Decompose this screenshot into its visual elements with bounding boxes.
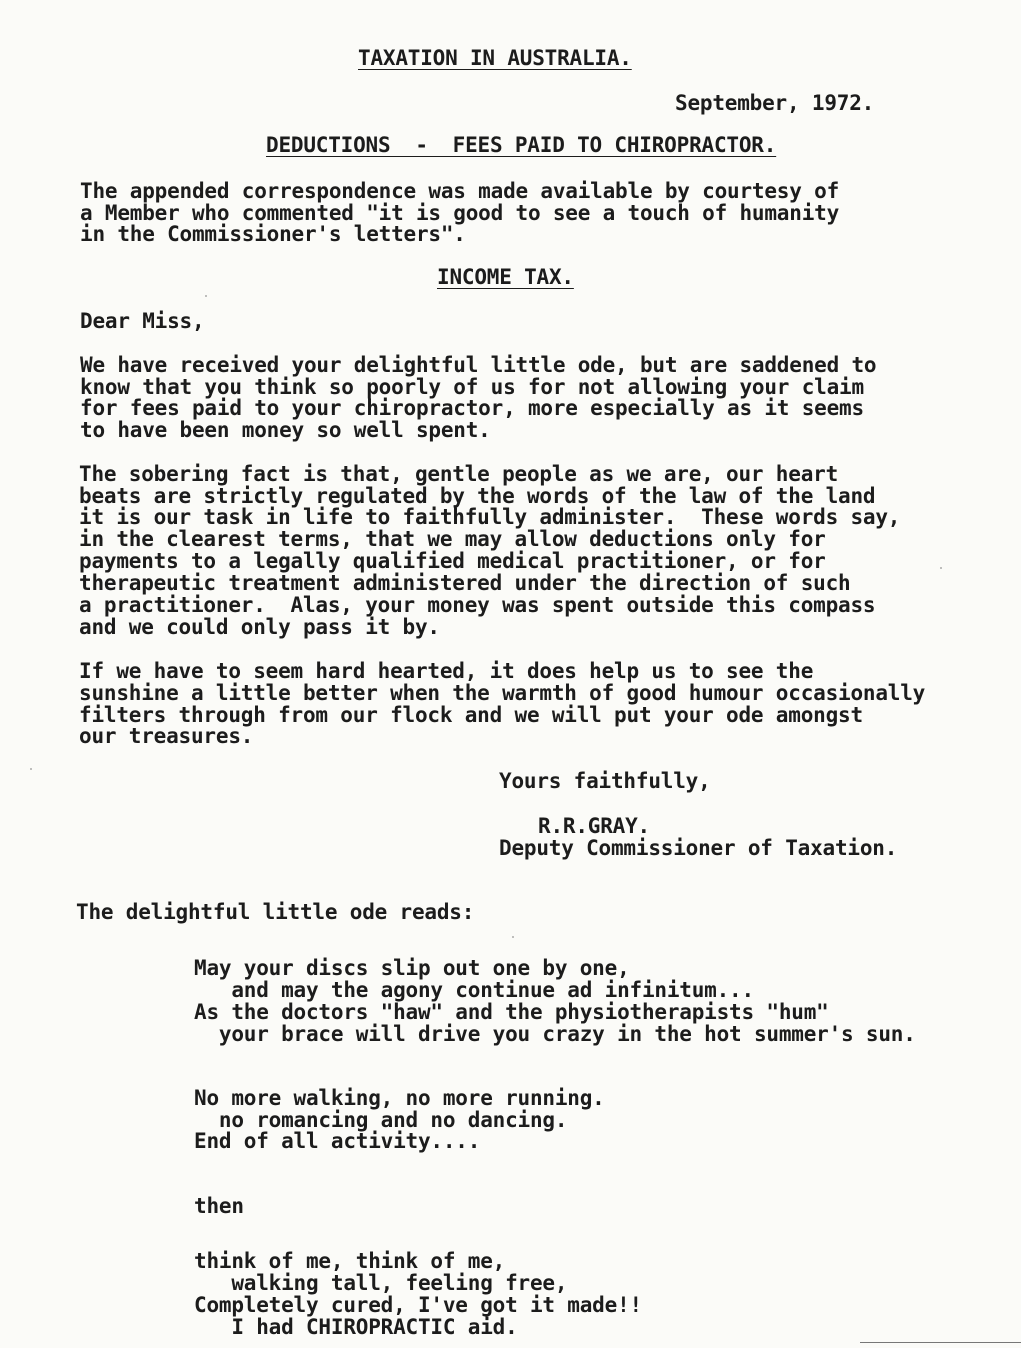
- ode-line: No more walking, no more running.: [194, 1086, 605, 1110]
- paragraph-line: payments to a legally qualified medical practitioner, or for: [79, 549, 826, 573]
- closing: Yours faithfully,: [499, 769, 711, 793]
- paper-speck: [512, 936, 514, 938]
- ode-line: no romancing and no dancing.: [194, 1108, 568, 1132]
- paragraph-line: our treasures.: [79, 724, 254, 748]
- document-subject: DEDUCTIONS - FEES PAID TO CHIROPRACTOR.: [266, 133, 777, 157]
- paragraph-line: for fees paid to your chiropractor, more especially as it seems: [80, 396, 864, 420]
- intro-line: The appended correspondence was made available by courtesy of: [80, 179, 840, 203]
- ode-intro: The delightful little ode reads:: [76, 900, 475, 924]
- ode-line: Completely cured, I've got it made!!: [194, 1293, 642, 1317]
- intro-line: a Member who commented "it is good to see a touch of humanity: [80, 201, 840, 225]
- paragraph-line: know that you think so poorly of us for not allowing your claim: [80, 375, 864, 399]
- salutation: Dear Miss,: [80, 309, 205, 333]
- paragraph-line: in the clearest terms, that we may allow deductions only for: [79, 527, 826, 551]
- ode-line: walking tall, feeling free,: [194, 1271, 568, 1295]
- paragraph-line: sunshine a little better when the warmth of good humour occasionally: [79, 681, 926, 705]
- paragraph-line: it is our task in life to faithfully administer. These words say,: [79, 505, 901, 529]
- paper-speck: [30, 768, 32, 770]
- ode-line: I had CHIROPRACTIC aid.: [194, 1315, 518, 1339]
- income-tax-heading: INCOME TAX.: [437, 265, 574, 289]
- paragraph-line: beats are strictly regulated by the words of the law of the land: [79, 484, 876, 508]
- ode-line: End of all activity....: [194, 1129, 481, 1153]
- document-title: TAXATION IN AUSTRALIA.: [358, 46, 632, 70]
- paragraph-line: a practitioner. Alas, your money was spent outside this compass: [79, 593, 876, 617]
- paper-speck: [940, 567, 942, 569]
- page-edge-mark: [860, 1342, 1021, 1343]
- signer-title: Deputy Commissioner of Taxation.: [499, 836, 898, 860]
- ode-line: your brace will drive you crazy in the hot summer's sun.: [194, 1022, 916, 1046]
- paper-speck: [205, 295, 207, 297]
- ode-line: May your discs slip out one by one,: [194, 956, 630, 980]
- ode-line: think of me, think of me,: [194, 1249, 506, 1273]
- paragraph-line: filters through from our flock and we will put your ode amongst: [79, 703, 863, 727]
- paragraph-line: The sobering fact is that, gentle people as we are, our heart: [79, 462, 839, 486]
- document-date: September, 1972.: [675, 91, 875, 115]
- paragraph-line: We have received your delightful little ode, but are saddened to: [80, 353, 877, 377]
- ode-line: As the doctors "haw" and the physiotherapists "hum": [194, 1000, 829, 1024]
- ode-line: and may the agony continue ad infinitum...: [194, 978, 754, 1002]
- ode-then: then: [194, 1194, 244, 1218]
- paragraph-line: and we could only pass it by.: [79, 615, 440, 639]
- signer-name: R.R.GRAY.: [538, 814, 650, 838]
- paragraph-line: If we have to seem hard hearted, it does help us to see the: [79, 659, 814, 683]
- paragraph-line: to have been money so well spent.: [80, 418, 491, 442]
- intro-line: in the Commissioner's letters".: [80, 222, 466, 246]
- paragraph-line: therapeutic treatment administered under the direction of such: [79, 571, 851, 595]
